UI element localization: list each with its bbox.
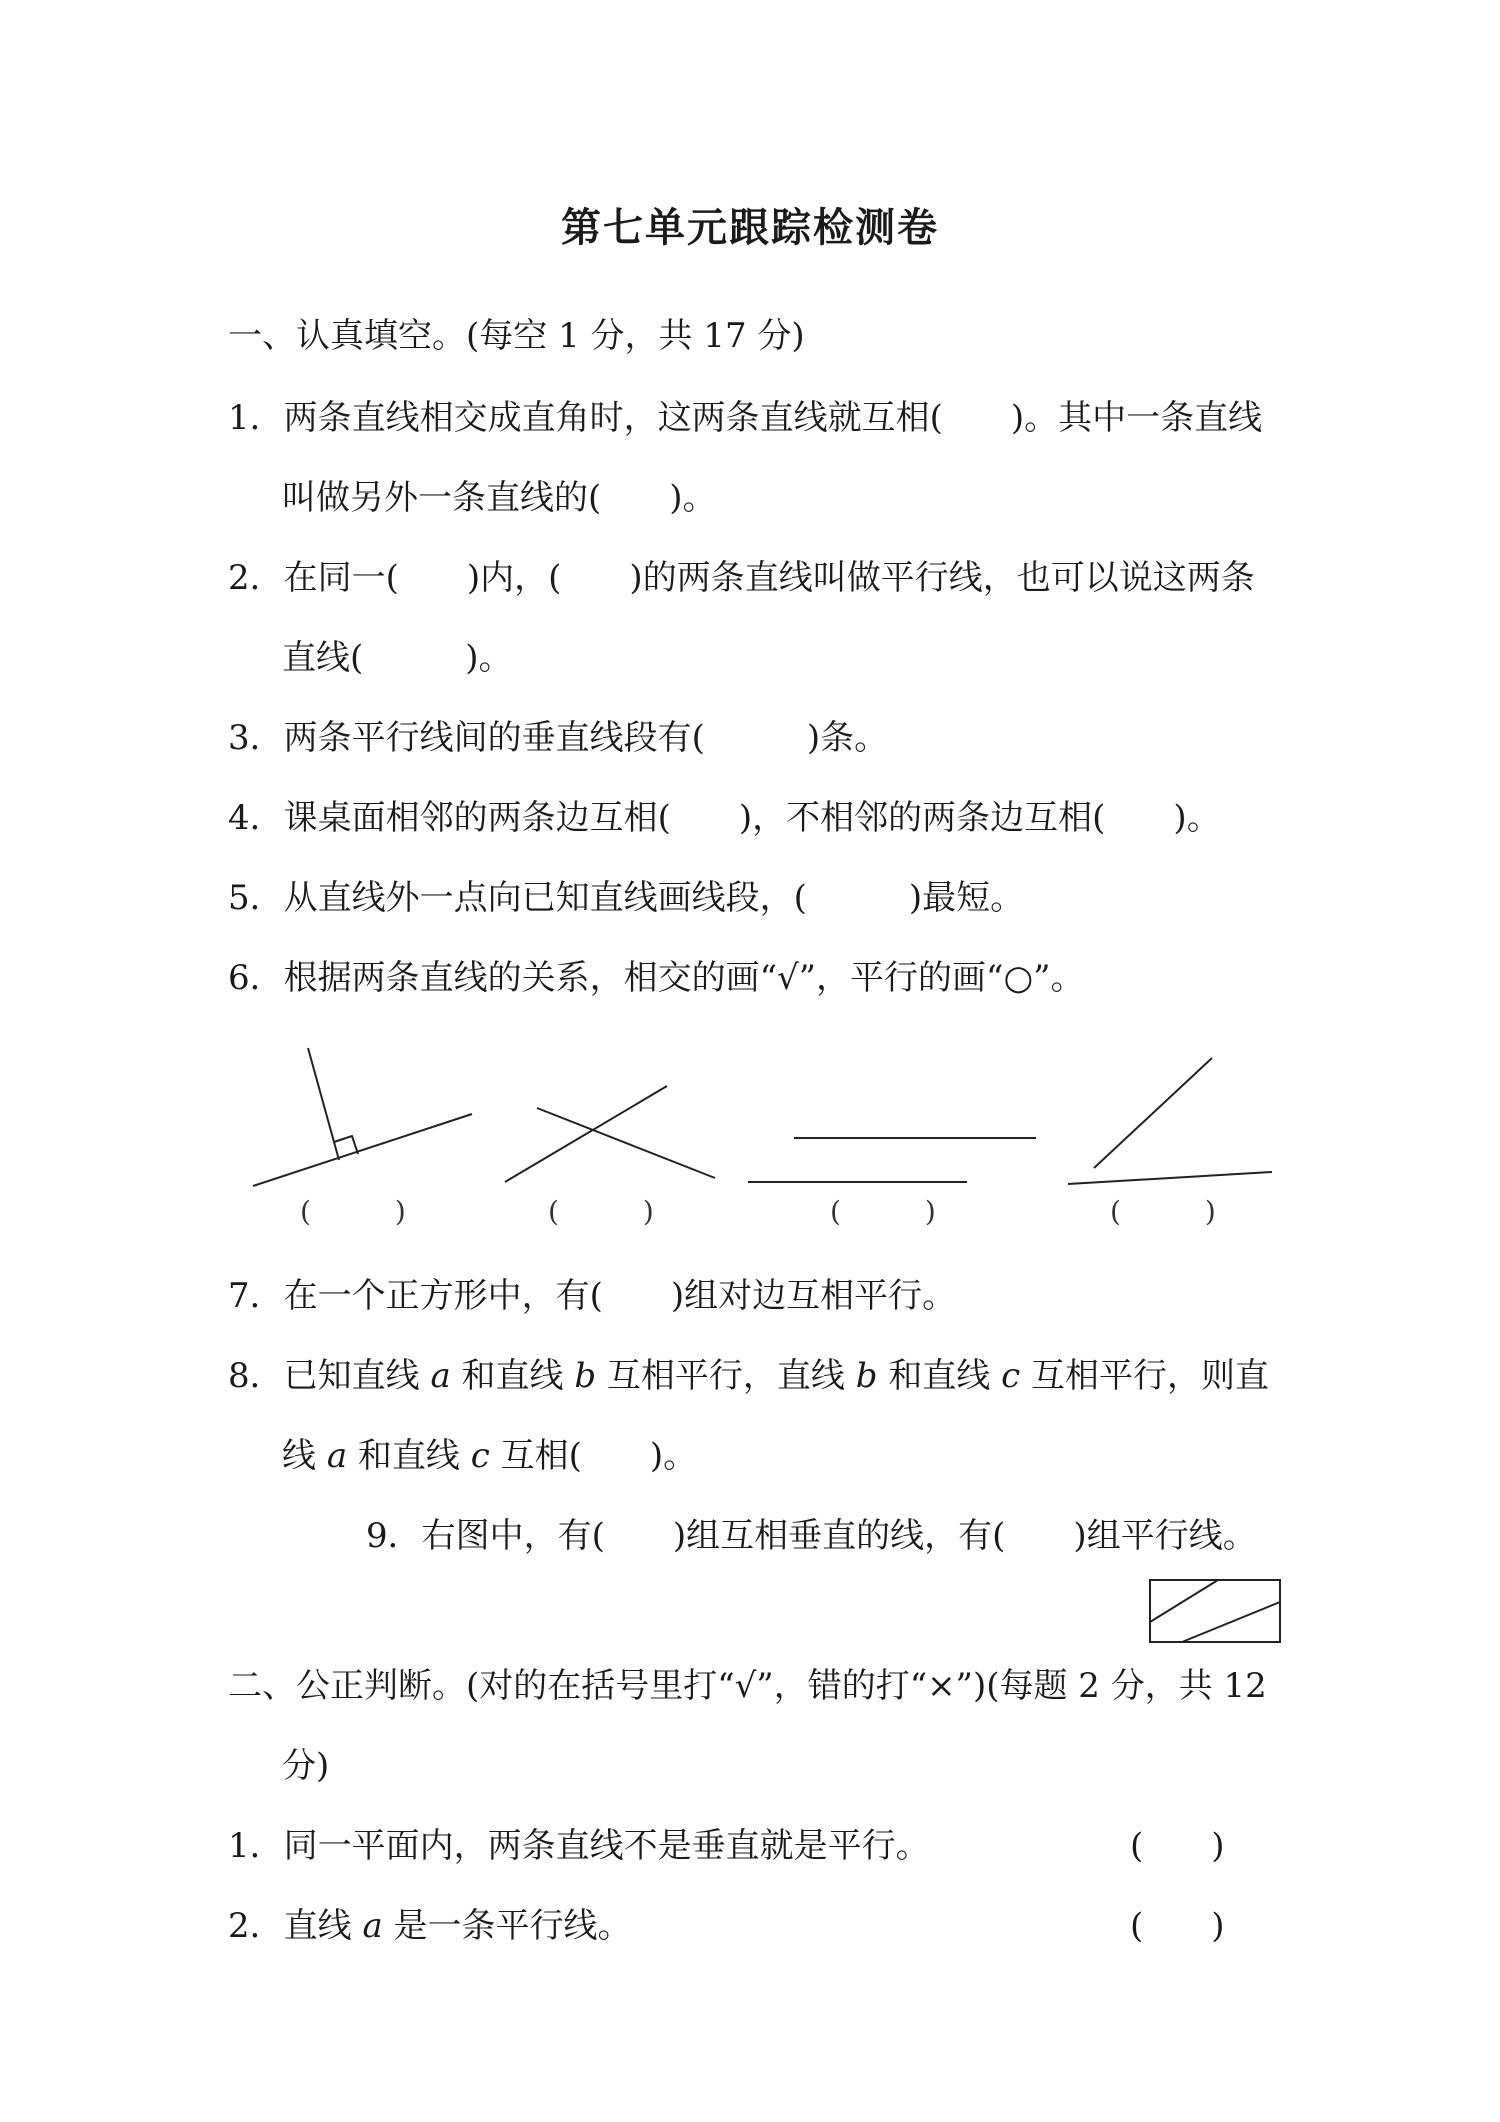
judge-q2: 2．直线 a 是一条平行线。 — [228, 1906, 632, 1946]
judge-q2-answer-paren[interactable]: ( ) — [1130, 1906, 1225, 1946]
q9-figure — [1150, 1580, 1280, 1642]
fig3-answer-paren[interactable]: ( ) — [830, 1195, 936, 1228]
q7: 7．在一个正方形中，有( )组对边互相平行。 — [228, 1276, 957, 1316]
var-c: c — [1001, 1356, 1021, 1396]
q2-line1: 2．在同一( )内，( )的两条直线叫做平行线，也可以说这两条 — [228, 558, 1255, 598]
fig1-base-line — [253, 1114, 472, 1186]
q1-line1: 1．两条直线相交成直角时，这两条直线就互相( )。其中一条直线 — [228, 398, 1263, 438]
q5: 5．从直线外一点向已知直线画线段，( )最短。 — [228, 878, 1025, 918]
q2-line2: 直线( )。 — [282, 638, 513, 678]
fig2-line-b — [537, 1108, 715, 1178]
fig1-perpendicular-line — [308, 1048, 339, 1160]
q9-diagonal-2 — [1182, 1602, 1280, 1642]
judge-q1: 1．同一平面内，两条直线不是垂直就是平行。 — [228, 1826, 930, 1866]
q8-line1: 8．已知直线 a 和直线 b 互相平行，直线 b 和直线 c 互相平行，则直 — [228, 1356, 1269, 1396]
page-title: 第七单元跟踪检测卷 — [561, 205, 939, 251]
section2-heading-line1: 二、公正判断。(对的在括号里打“√”，错的打“×”)(每题 2 分，共 12 — [228, 1666, 1267, 1706]
q8-line2: 线 a 和直线 c 互相( )。 — [282, 1436, 698, 1476]
q3: 3．两条平行线间的垂直线段有( )条。 — [228, 718, 889, 758]
figure-intersecting — [505, 1086, 715, 1182]
var-c: c — [470, 1436, 490, 1476]
fig2-line-a — [505, 1086, 667, 1182]
section1-heading: 一、认真填空。(每空 1 分，共 17 分) — [228, 316, 805, 356]
q6: 6．根据两条直线的关系，相交的画“√”，平行的画“○”。 — [228, 958, 1085, 998]
fig1-answer-paren[interactable]: ( ) — [300, 1195, 406, 1228]
fig2-answer-paren[interactable]: ( ) — [548, 1195, 654, 1228]
var-a: a — [430, 1356, 451, 1396]
figure-extended-intersecting — [1068, 1058, 1272, 1184]
q4: 4．课桌面相邻的两条边互相( )，不相邻的两条边互相( )。 — [228, 798, 1221, 838]
figure-parallel — [748, 1138, 1036, 1182]
fig4-base-line — [1068, 1172, 1272, 1184]
figure-perpendicular — [253, 1048, 472, 1186]
var-b: b — [855, 1356, 878, 1396]
section2-heading-line2: 分) — [282, 1746, 330, 1786]
var-b: b — [574, 1356, 597, 1396]
judge-q1-answer-paren[interactable]: ( ) — [1130, 1826, 1225, 1866]
fig4-slanted-line — [1094, 1058, 1212, 1168]
q1-line2: 叫做另外一条直线的( )。 — [282, 478, 717, 518]
var-a: a — [362, 1906, 383, 1946]
q9: 9．右图中，有( )组互相垂直的线，有( )组平行线。 — [366, 1516, 1257, 1556]
var-a: a — [326, 1436, 348, 1476]
fig4-answer-paren[interactable]: ( ) — [1110, 1195, 1216, 1228]
q9-diagonal-1 — [1150, 1580, 1218, 1622]
